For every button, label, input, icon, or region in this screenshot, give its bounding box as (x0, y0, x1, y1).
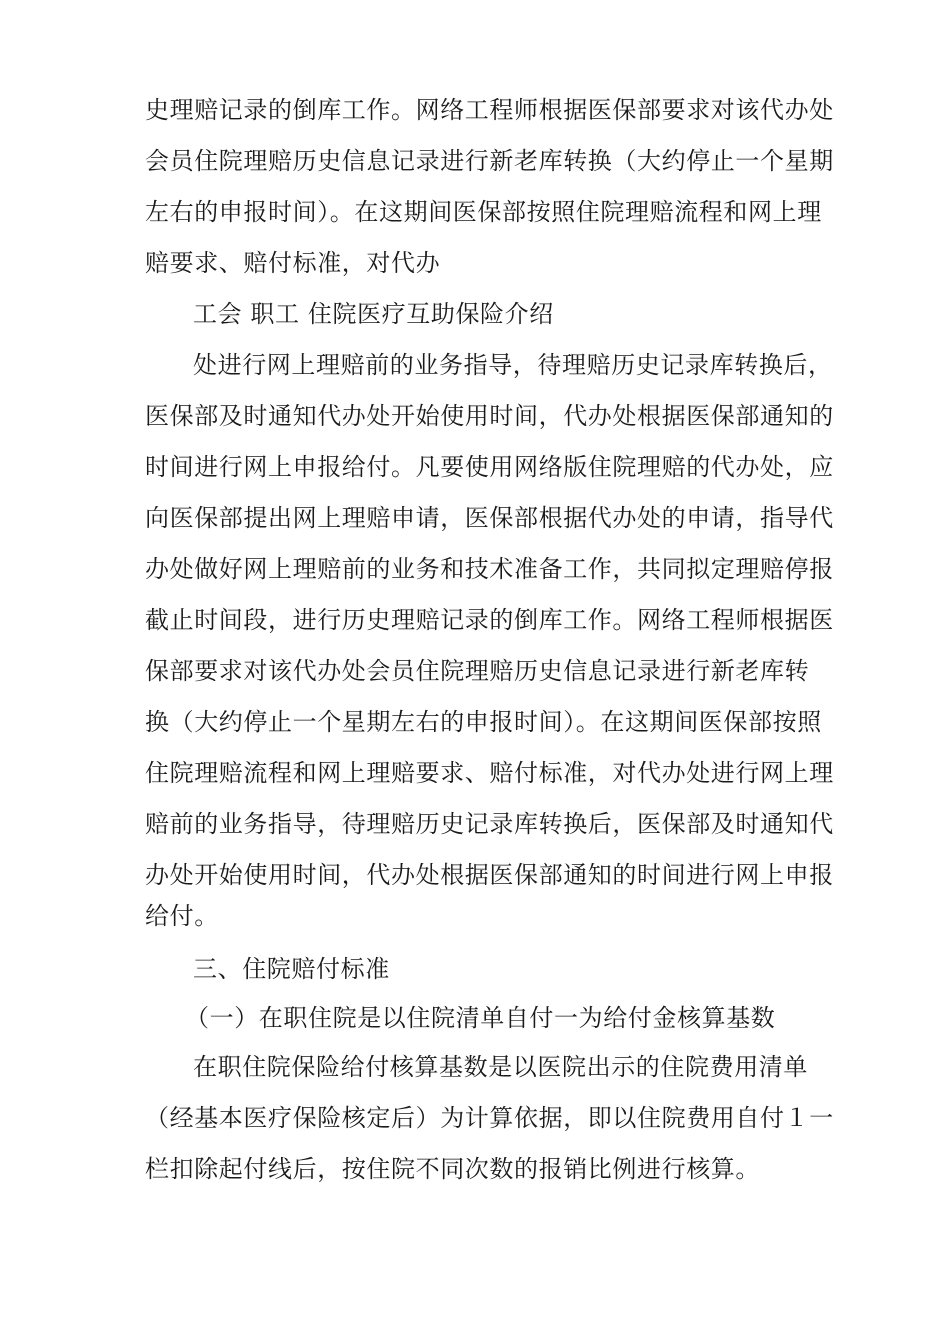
paragraph-line: 处进行网上理赔前的业务指导，待理赔历史记录库转换后， (193, 351, 833, 379)
paragraph-line: 保部要求对该代办处会员住院理赔历史信息记录进行新老库转 (145, 657, 810, 685)
section-heading: 工会 职工 住院医疗互助保险介绍 (193, 300, 554, 328)
paragraph-line: 栏扣除起付线后，按住院不同次数的报销比例进行核算。 (145, 1155, 760, 1183)
paragraph-line: 给付。 (145, 902, 219, 930)
paragraph-line: 住院理赔流程和网上理赔要求、赔付标准，对代办处进行网上理 (145, 759, 834, 787)
paragraph-line: 赔前的业务指导，待理赔历史记录库转换后，医保部及时通知代 (145, 810, 834, 838)
section-heading: 三、住院赔付标准 (193, 955, 390, 983)
paragraph-line: 截止时间段，进行历史理赔记录的倒库工作。网络工程师根据医 (145, 606, 834, 634)
paragraph-line: 赔要求、赔付标准，对代办 (145, 249, 441, 277)
paragraph-line: 向医保部提出网上理赔申请，医保部根据代办处的申请，指导代 (145, 504, 834, 532)
paragraph-line: 办处做好网上理赔前的业务和技术准备工作，共同拟定理赔停报 (145, 555, 834, 583)
paragraph-line: 办处开始使用时间，代办处根据医保部通知的时间进行网上申报 (145, 861, 834, 889)
paragraph-line: 医保部及时通知代办处开始使用时间，代办处根据医保部通知的 (145, 402, 834, 430)
paragraph-line: 时间进行网上申报给付。凡要使用网络版住院理赔的代办处，应 (145, 453, 834, 481)
paragraph-line: 左右的申报时间）。在这期间医保部按照住院理赔流程和网上理 (145, 198, 822, 226)
subsection-heading: （一）在职住院是以住院清单自付一为给付金核算基数 (185, 1004, 776, 1032)
paragraph-line: 会员住院理赔历史信息记录进行新老库转换（大约停止一个星期 (145, 147, 834, 175)
paragraph-line: （经基本医疗保险核定后）为计算依据，即以住院费用自付１一 (145, 1104, 834, 1132)
paragraph-line: 史理赔记录的倒库工作。网络工程师根据医保部要求对该代办处 (145, 96, 834, 124)
paragraph-line: 在职住院保险给付核算基数是以医院出示的住院费用清单 (193, 1053, 808, 1081)
paragraph-line: 换（大约停止一个星期左右的申报时间）。在这期间医保部按照 (145, 708, 822, 736)
